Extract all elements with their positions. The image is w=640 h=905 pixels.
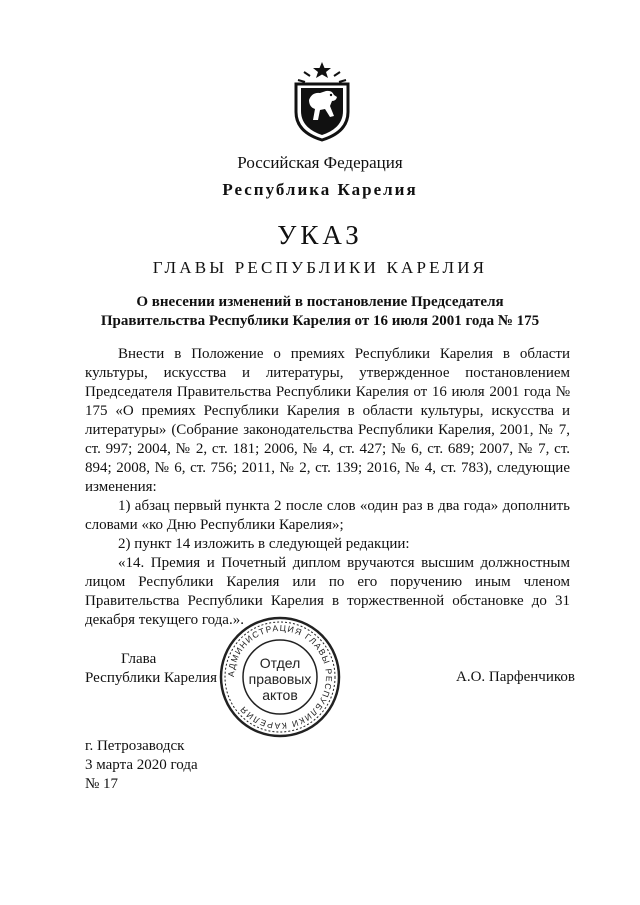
body-paragraph-2: 1) абзац первый пункта 2 после слов «один раз в два года» дополнить словами «ко Дню Республики Карелия»; (85, 498, 570, 533)
country-name: Российская Федерация (237, 153, 403, 172)
republic-name: Республика Карелия (222, 180, 418, 199)
body-paragraph-3: 2) пункт 14 изложить в следующей редакции: (118, 536, 410, 552)
title-line-1: О внесении изменений в постановление Председателя (136, 294, 504, 310)
place-and-date (85, 737, 198, 794)
decree-number: № 17 (85, 776, 119, 792)
body-paragraph-4: «14. Премия и Почетный диплом вручаются высшим должностным лицом Республики Карелия или по его поручению иным членом Правительства Республики Карелия в торжественной обстановке до 31 декабря текущего года.». (85, 555, 570, 628)
title-line-2: Правительства Республики Карелия от 16 июля 2001 года № 175 (100, 313, 540, 329)
signatory-title-line-1: Глава (121, 651, 157, 667)
document-body (85, 345, 570, 630)
stamp-center-line-1: Отдел (259, 655, 301, 671)
signatory-title-line-2: Республики Карелия (85, 670, 218, 686)
document-type: УКАЗ (277, 220, 363, 250)
signatory-title (85, 650, 235, 688)
stamp-ring-text: АДМИНИСТРАЦИЯ ГЛАВЫ РЕСПУБЛИКИ КАРЕЛИЯ (225, 622, 335, 732)
document-issuer: ГЛАВЫ РЕСПУБЛИКИ КАРЕЛИЯ (152, 258, 488, 277)
stamp-center-line-3: актов (262, 687, 298, 703)
decree-date: 3 марта 2020 года (85, 757, 198, 773)
stamp-center-line-2: правовых (248, 671, 312, 687)
document-title (0, 293, 640, 331)
body-paragraph-1: Внести в Положение о премиях Республики Карелия в области культуры, искусства и литературы, утвержденное постановлением Председателя Правительства Республики Карелия от 16 июля 2001 года № 175 «О премиях Республики Карелия в области культуры, искусства и литературы» (Собрание законодательства Республики Карелия, 2001, № 7, ст. 997; 2004, № 2, ст. 181; 2006, № 4, ст. 427; № 6, ст. 689; 2007, № 7, ст. 894; 2008, № 6, ст. 756; 2011, № 2, ст. 139; 2016, № 4, ст. 783), следующие изменения: (85, 346, 570, 495)
city: г. Петрозаводск (85, 738, 185, 754)
signatory-name: А.О. Парфенчиков (456, 669, 575, 685)
official-stamp (218, 615, 342, 739)
coat-of-arms-icon (290, 60, 354, 142)
